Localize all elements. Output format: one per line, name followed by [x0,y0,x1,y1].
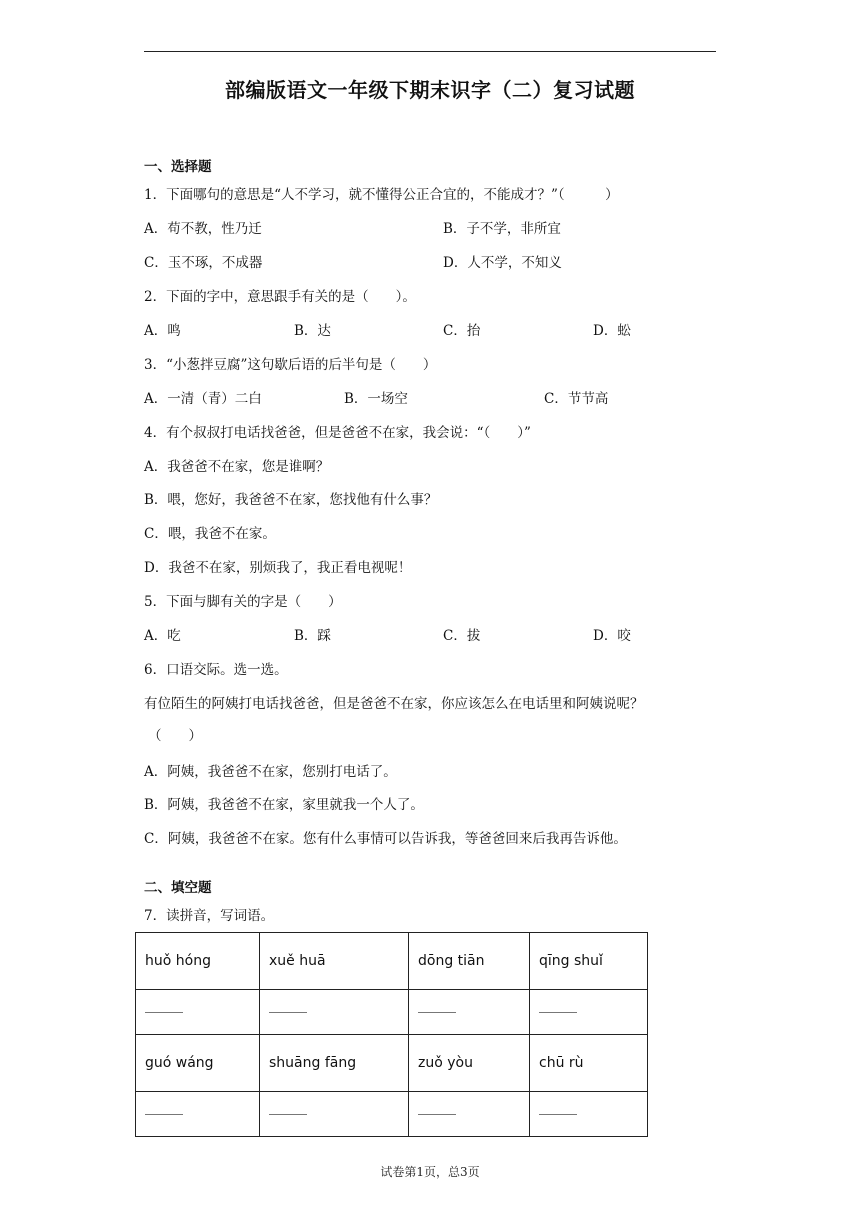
answer-blank [269,1011,307,1013]
q1-option-a: A．苟不教，性乃迁 [144,221,262,237]
answer-cell[interactable] [260,990,409,1035]
q3-option-a: A．一清（青）二白 [144,391,262,407]
answer-cell[interactable] [530,1092,648,1137]
q5-option-c: C．拔 [443,628,481,644]
answer-cell[interactable] [530,990,648,1035]
q4-option-a: A．我爸爸不在家，您是谁啊？ [144,459,330,475]
answer-cell[interactable] [409,990,530,1035]
pinyin-cell: dōng tiān [409,933,530,990]
answer-cell[interactable] [136,1092,260,1137]
question-1-stem: 1．下面哪句的意思是“人不学习，就不懂得公正合宜的，不能成才？”（ ） [144,187,619,203]
question-6-stem: 6．口语交际。选一选。 [144,662,288,678]
page-title: 部编版语文一年级下期末识字（二）复习试题 [225,78,635,102]
answer-blank [145,1011,183,1013]
q6-option-a: A．阿姨，我爸爸不在家，您别打电话了。 [144,764,397,780]
q2-option-d: D．蚣 [593,323,631,339]
q5-option-b: B．踩 [294,628,331,644]
q5-option-d: D．咬 [593,628,631,644]
q2-option-c: C．抬 [443,323,481,339]
q6-option-b: B．阿姨，我爸爸不在家，家里就我一个人了。 [144,797,424,813]
q3-option-c: C．节节高 [544,391,609,407]
page-footer: 试卷第1页，总3页 [380,1165,480,1179]
question-3-stem: 3．“小葱拌豆腐”这句歇后语的后半句是（ ） [144,357,437,373]
answer-blank [539,1011,577,1013]
answer-blank [418,1113,456,1115]
question-2-stem: 2．下面的字中，意思跟手有关的是（ ）。 [144,289,416,305]
pinyin-cell: shuāng fāng [260,1035,409,1092]
pinyin-cell: qīng shuǐ [530,933,648,990]
pinyin-cell: chū rù [530,1035,648,1092]
q5-option-a: A．吃 [144,628,181,644]
question-6-answer-paren: （ ） [148,728,202,744]
pinyin-cell: guó wáng [136,1035,260,1092]
q2-option-b: B．达 [294,323,331,339]
q3-option-b: B．一场空 [344,391,408,407]
table-row [136,990,648,1035]
pinyin-cell: zuǒ yòu [409,1035,530,1092]
answer-cell[interactable] [409,1092,530,1137]
pinyin-table [135,932,648,1137]
table-row [136,1035,648,1092]
question-4-stem: 4．有个叔叔打电话找爸爸，但是爸爸不在家，我会说：“（ ）” [144,425,531,441]
pinyin-cell: huǒ hóng [136,933,260,990]
header-rule [144,51,716,52]
answer-cell[interactable] [260,1092,409,1137]
answer-blank [418,1011,456,1013]
q4-option-b: B．喂，您好，我爸爸不在家，您找他有什么事？ [144,492,438,508]
q2-option-a: A．鸣 [144,323,181,339]
q4-option-d: D．我爸不在家，别烦我了，我正看电视呢！ [144,560,412,576]
q6-option-c: C．阿姨，我爸爸不在家。您有什么事情可以告诉我，等爸爸回来后我再告诉他。 [144,831,627,847]
answer-blank [539,1113,577,1115]
section-heading-fill: 二、填空题 [144,880,212,896]
question-5-stem: 5．下面与脚有关的字是（ ） [144,594,342,610]
q1-option-b: B．子不学，非所宜 [443,221,561,237]
q1-option-d: D．人不学，不知义 [443,255,562,271]
question-6-scenario: 有位陌生的阿姨打电话找爸爸，但是爸爸不在家，你应该怎么在电话里和阿姨说呢？ [144,696,644,712]
q4-option-c: C．喂，我爸不在家。 [144,526,276,542]
q1-option-c: C．玉不琢，不成器 [144,255,263,271]
question-7-stem: 7．读拼音，写词语。 [144,908,275,924]
table-row [136,1092,648,1137]
table-row [136,933,648,990]
answer-blank [269,1113,307,1115]
answer-blank [145,1113,183,1115]
pinyin-cell: xuě huā [260,933,409,990]
section-heading-choice: 一、选择题 [144,159,212,175]
answer-cell[interactable] [136,990,260,1035]
